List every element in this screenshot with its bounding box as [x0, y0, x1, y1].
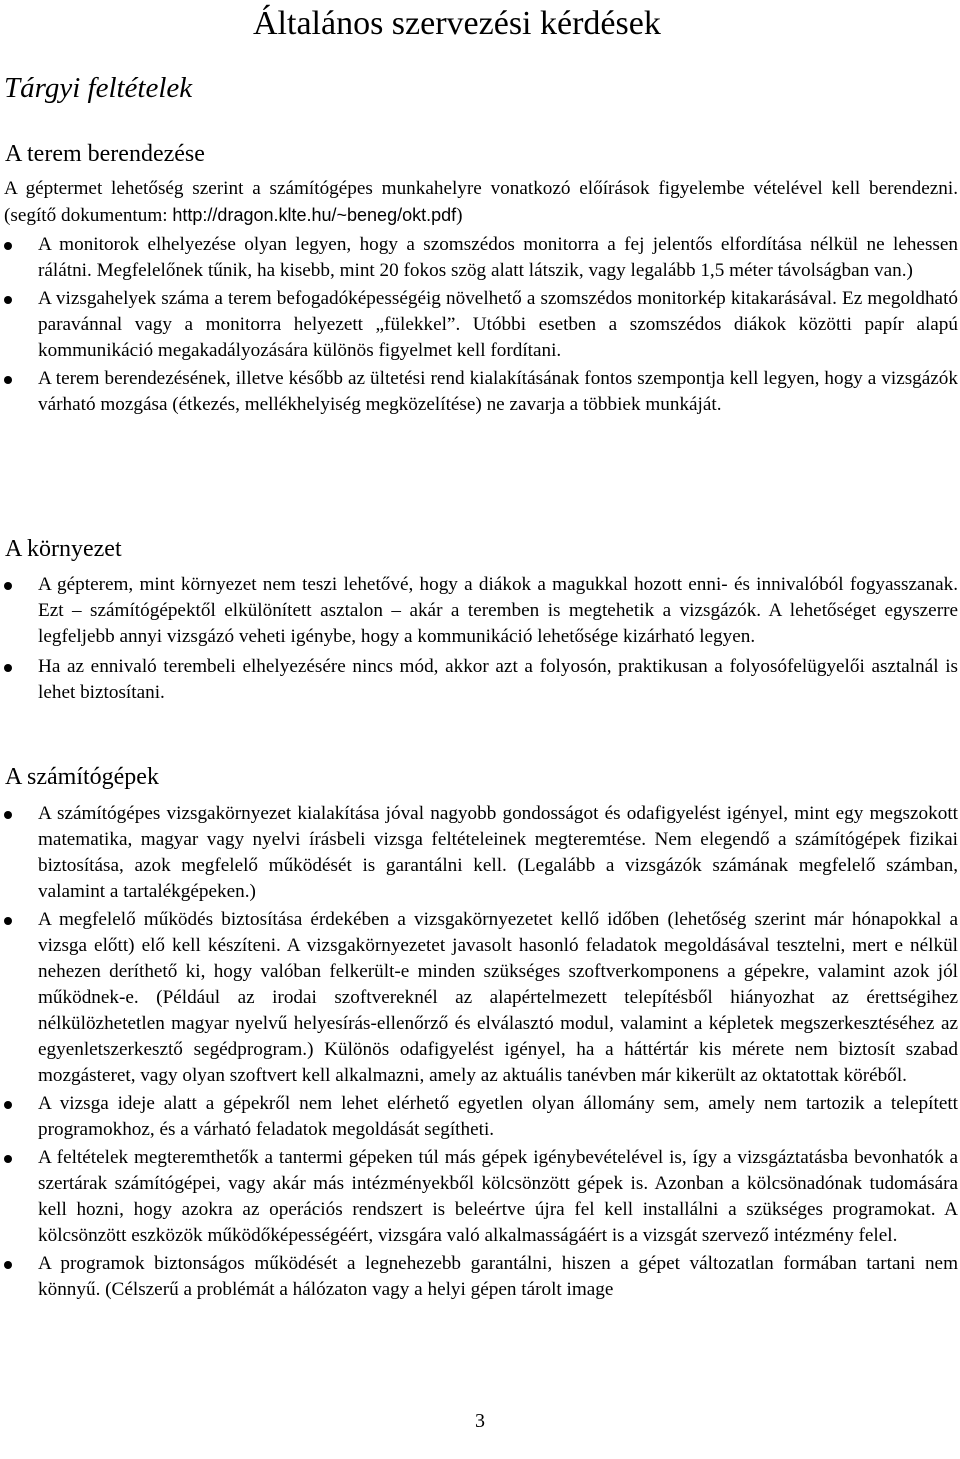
bullet-icon: [4, 811, 12, 819]
bullet-icon: [4, 376, 12, 384]
bullet-icon: [4, 582, 12, 590]
heading-szamitogepek: A számítógépek: [5, 764, 159, 790]
list-item: [0, 1091, 960, 1143]
bullet-icon: [4, 242, 12, 250]
list-item: [0, 286, 960, 364]
list-item-text: A vizsga ideje alatt a gépekről nem lehet elérhető egyetlen olyan állomány sem, amely nem tartozik a telepített programokhoz, és a várható feladatok megoldását segítheti.: [38, 1093, 958, 1140]
list-item-text: A monitorok elhelyezése olyan legyen, hogy a szomszédos monitorra a fej jelentős elfordítása nélkül ne lehessen rálátni. Megfelelőnek tűnik, ha kisebb, mint 20 fokos szög alatt látszik, vagy legalább 1,5 méter távolságban van.): [38, 234, 958, 281]
list-item-text: A számítógépes vizsgakörnyezet kialakítása jóval nagyobb gondosságot és odafigyelést igényel, mint egy megszokott matematika, magyar vagy nyelvi írásbeli vizsga feltételeinek megteremtése. Nem elegendő a számítógépek fizikai biztosítása, azok megfelelő működését is garantálni kell. (Legalább a vizsgázók számának megfelelő számban, valamint a tartalékgépeken.): [38, 803, 958, 902]
list-item: [0, 1145, 960, 1249]
list-item-text: A programok biztonságos működését a legnehezebb garantálni, hiszen a gépet változatlan formában tartani nem könnyű. (Célszerű a problémát a hálózaton vagy a helyi gépen tárolt image: [38, 1253, 958, 1300]
list-item: [0, 1251, 960, 1303]
bullet-icon: [4, 1101, 12, 1109]
list-item: [0, 232, 960, 284]
kornyezet-list: [0, 572, 960, 706]
list-item-text: A megfelelő működés biztosítása érdekében a vizsgakörnyezetet kellő időben (lehetőség szerint már hónapokkal a vizsga előtt) elő kell készíteni. A vizsgakörnyezetet javasolt hasonló feladatok megoldásával tesztelni, mert e nélkül nehezen deríthető ki, hogy valóban felkerült-e minden szükséges szoftverkomponens a gépekre, valamint azok jól működnek-e. (Például az irodai szoftvereknél az alapértelmezett telepítésből hiányozhat az érettségihez nélkülözhetetlen magyar nyelvű helyesírás-ellenőrző és elválasztó modul, valamint a képletek megszerkesztéséhez az egyenletszerkesztő segédprogram.) Különös odafigyelést igényel, ha a háttértár kis mérete nem biztosít szabad mozgásteret, vagy olyan szoftvert kell alkalmazni, amely az aktuális tanévben már kikerült az oktatottak köréből.: [38, 909, 958, 1086]
page-number: 3: [475, 1410, 485, 1432]
intro-paragraph: [4, 176, 958, 229]
list-item-text: A vizsgahelyek száma a terem befogadóképességéig növelhető a szomszédos monitorkép kitakarásával. Ez megoldható paravánnal vagy a monitorra helyezett „fülekkel”. Utóbbi esetben a szomszédos diákok közötti papír alapú kommunikáció megakadályozására különös figyelmet kell fordítani.: [38, 288, 958, 361]
gepek-list: [0, 801, 960, 1303]
bullet-icon: [4, 917, 12, 925]
heading-kornyezet: A környezet: [5, 536, 122, 562]
heading-terem: A terem berendezése: [5, 141, 205, 167]
document-link[interactable]: http://dragon.klte.hu/~beneg/okt.pdf: [172, 205, 457, 225]
intro-text: A géptermet lehetőség szerint a számítógépes munkahelyre vonatkozó előírások figyelembe vételével kell berendezni. (segítő dokumentum:: [4, 178, 958, 226]
bullet-icon: [4, 664, 12, 672]
list-item: [0, 907, 960, 1089]
list-item-text: A terem berendezésének, illetve később az ültetési rend kialakításának fontos szempontja kell legyen, hogy a vizsgázók várható mozgása (étkezés, mellékhelyiség megközelítése) ne zavarja a többiek munkáját.: [38, 368, 958, 415]
list-item: [0, 366, 960, 418]
list-item: [0, 801, 960, 905]
terem-list: [0, 232, 960, 418]
bullet-icon: [4, 1155, 12, 1163]
page-title: Általános szervezési kérdések: [253, 5, 661, 42]
section-title: Tárgyi feltételek: [4, 72, 193, 104]
list-item: [0, 572, 960, 650]
list-item-text: Ha az ennivaló terembeli elhelyezésére nincs mód, akkor azt a folyosón, praktikusan a folyosófelügyelői asztalnál is lehet biztosítani.: [38, 656, 958, 703]
bullet-icon: [4, 296, 12, 304]
bullet-icon: [4, 1261, 12, 1269]
list-item-text: A feltételek megteremthetők a tantermi gépeken túl más gépek igénybevételével is, így a vizsgáztatásba bevonhatók a szertárak számítógépei, vagy akár más intézményekből kölcsönzött gépek is. Azonban a kölcsönadónak tudomására kell hozni, hogy azokra az operációs rendszert is beleértve újra fel kell installálni a szükséges programokat. A kölcsönzött eszközök működőképességéért, vizsgára való alkalmasságáért is a vizsgát szervező intézmény felel.: [38, 1147, 958, 1246]
list-item-text: A gépterem, mint környezet nem teszi lehetővé, hogy a diákok a magukkal hozott enni- és innivalóból fogyasszanak. Ezt – számítógépektől elkülönített asztalon – akár a teremben is megtehetik a vizsgázók. A lehetőséget egyszerre legfeljebb annyi vizsgázó veheti igénybe, hogy a kommunikáció lehetősége kizárható legyen.: [38, 574, 958, 647]
list-item: [0, 654, 960, 706]
intro-end-text: ): [456, 205, 463, 226]
